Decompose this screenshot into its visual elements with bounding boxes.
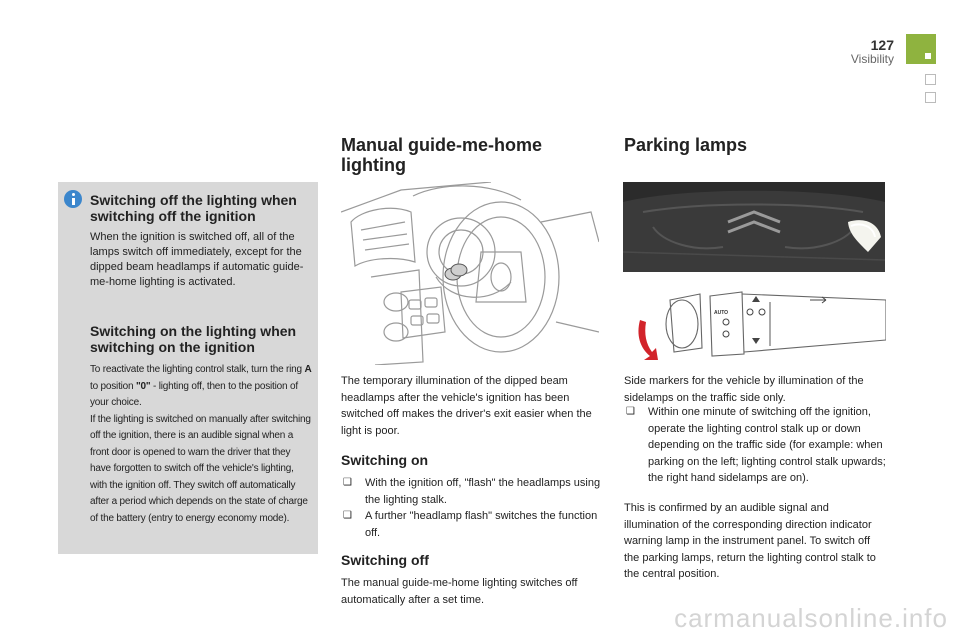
bullet-icon: ❑ — [343, 510, 352, 521]
bullet-icon: ❑ — [343, 477, 352, 488]
page-number: 127 — [870, 37, 894, 53]
section-name: Visibility — [850, 52, 894, 66]
list-item-text: A further "headlamp flash" switches the function off. — [365, 510, 598, 539]
car-front-illustration — [623, 182, 885, 272]
list-item-text: With the ignition off, "flash" the headlamps using the lighting stalk. — [365, 477, 601, 506]
page-header — [851, 38, 894, 66]
info-text-part: If the lighting is switched on manually after switching off the ignition, there is an audible signal when a front door is opened to warn the driver that they have forgotten to switch off the vehicle's lighting, with the ignition off. They switch off automatically after a period which depends on the state of charge of the battery (entry to energy economy mode). — [90, 413, 311, 524]
section-tab-empty[interactable] — [925, 92, 936, 103]
info-heading-off: Switching off the lighting when switching off the ignition — [90, 192, 297, 224]
switching-on-list — [341, 475, 603, 541]
section-tab[interactable] — [906, 34, 936, 64]
info-heading-on: Switching on the lighting when switching on the ignition — [90, 323, 297, 355]
parking-lamps-title: Parking lamps — [624, 135, 748, 155]
dashboard-illustration — [341, 182, 599, 365]
parking-end-text: This is confirmed by an audible signal and illumination of the corresponding direction indicator warning lamp in the instrument panel. To switch off the parking lamps, return the lighting control stalk to the central position. — [624, 502, 876, 580]
info-text-on — [90, 362, 312, 527]
list-item-text: Within one minute of switching off the ignition, operate the lighting control stalk up or down depending on the traffic side (for example: when parking on the left; lighting control stalk upwards; the right hand sidelamps are on). — [648, 406, 886, 484]
info-text-part: To reactivate the lighting control stalk, turn the ring — [90, 364, 305, 375]
manual-gmh-intro: The temporary illumination of the dipped beam headlamps after the vehicle's ignition has been switched off makes the driver's exit easier when the light is poor. — [341, 375, 592, 437]
switching-off-heading: Switching off — [341, 552, 429, 568]
parking-intro: Side markers for the vehicle by illumination of the sidelamps on the traffic side only. — [624, 375, 864, 404]
bullet-icon: ❑ — [626, 406, 635, 417]
ring-label: A — [304, 364, 312, 375]
section-tab-empty[interactable] — [925, 74, 936, 85]
position-label: "0" — [135, 380, 151, 392]
info-text-part: to position — [90, 380, 136, 392]
parking-list — [624, 404, 886, 487]
switching-on-heading: Switching on — [341, 452, 429, 468]
stalk-auto-label: AUTO — [714, 310, 729, 316]
switching-off-text: The manual guide-me-home lighting switches off automatically after a set time. — [341, 577, 578, 606]
list-item — [341, 508, 603, 541]
lighting-stalk-illustration — [630, 290, 886, 360]
info-icon — [64, 190, 82, 208]
info-text-off: When the ignition is switched off, all of the lamps switch off immediately, except for the dipped beam headlamps if automatic guide-me-home lighting is activated. — [90, 231, 304, 288]
list-item — [624, 404, 886, 487]
info-text-part: - lighting off, then to the position of your choice. — [90, 380, 298, 408]
manual-gmh-title: Manual guide-me-home lighting — [341, 135, 543, 175]
watermark: carmanualsonline.info — [674, 603, 948, 633]
tab-marker-icon — [925, 53, 931, 59]
list-item — [341, 475, 603, 508]
